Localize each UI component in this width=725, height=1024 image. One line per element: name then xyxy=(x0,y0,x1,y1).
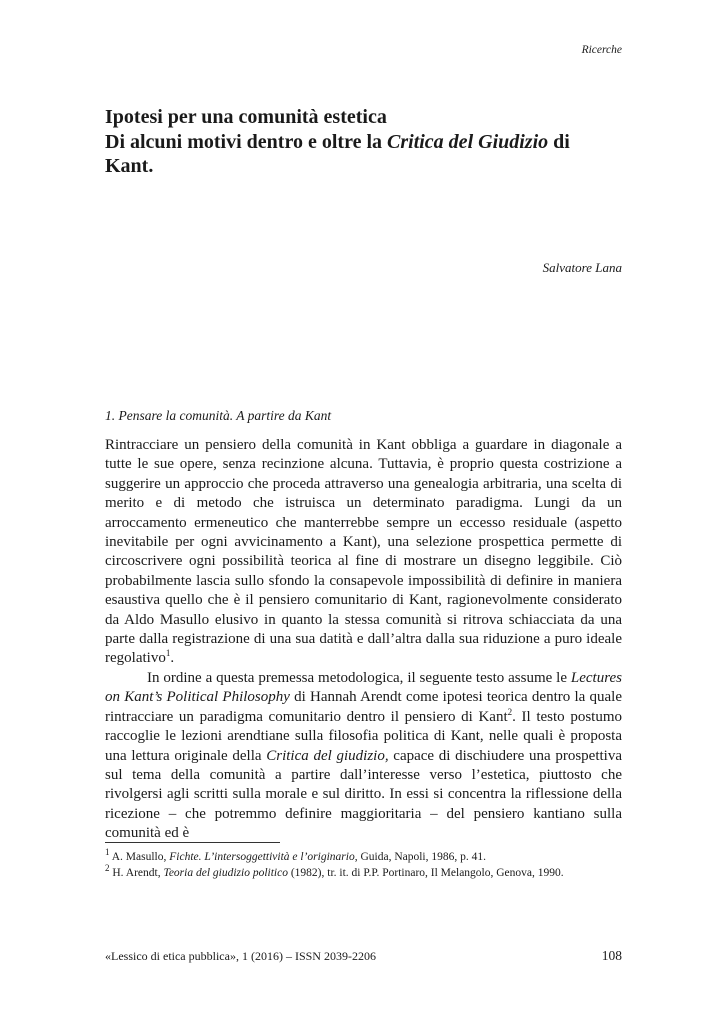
footnote-ref-2[interactable]: 2 xyxy=(507,706,513,717)
paragraph-2-italic-title-2: Critica del giudizio, xyxy=(266,747,389,764)
footnote-divider xyxy=(105,842,280,843)
footnote-2-pre: H. Arendt, xyxy=(109,867,164,879)
footnote-2 xyxy=(105,865,622,881)
footnote-ref-1[interactable]: 1 xyxy=(165,648,171,659)
title-work-name: Critica del Giudizio xyxy=(387,130,549,153)
footnote-mark-1: 1 xyxy=(105,847,110,858)
footnote-mark-2: 2 xyxy=(105,863,110,874)
title-line-2 xyxy=(105,130,625,155)
footnote-1 xyxy=(105,849,622,865)
footnote-1-pre: A. Masullo, xyxy=(109,851,170,863)
footnote-2-post: (1982), tr. it. di P.P. Portinaro, Il Melangolo, Genova, 1990. xyxy=(287,867,564,879)
title-line-2-prefix: Di alcuni motivi dentro e oltre la xyxy=(105,130,388,153)
running-head: Ricerche xyxy=(581,44,622,56)
paragraph-2 xyxy=(105,669,622,844)
title-line-1: Ipotesi per una comunità estetica xyxy=(105,106,387,128)
footnote-1-title: Fichte. L’intersoggettività e l’originario xyxy=(169,851,355,863)
paragraph-2-part-3: . Il testo postumo raccoglie le lezioni arendtiane sulla filosofia politica di Kant, nelle quali è proposta una lettura originale della xyxy=(105,708,622,764)
author-name: Salvatore Lana xyxy=(542,260,622,275)
article-title xyxy=(105,105,625,179)
paragraph-2-part-1: In ordine a questa premessa metodologica, il seguente testo assume le xyxy=(147,669,571,686)
title-line-2-suffix: di xyxy=(548,130,570,153)
paragraph-1-end: . xyxy=(170,650,175,667)
footnotes xyxy=(105,849,622,881)
page-number: 108 xyxy=(601,948,622,963)
paragraph-2-part-4: capace di dischiudere una prospettiva sul tema della comunità a partire dall’interesse verso l’estetica, piuttosto che rivolgersi agli scritti sulla morale e sul diritto. In essi si concentra la riflessione della ricezione – che potremmo definire maggioritaria – del pensiero kantiano sulla comunità ed è xyxy=(105,747,622,842)
section-heading: 1. Pensare la comunità. A partire da Kant xyxy=(105,408,332,423)
title-line-3: Kant. xyxy=(105,155,154,177)
paragraph-2-italic-title-1: Lectures on Kant’s Political Philosophy xyxy=(105,669,622,706)
footnote-2-title: Teoria del giudizio politico xyxy=(163,867,288,879)
journal-citation: «Lessico di etica pubblica», 1 (2016) – ISSN 2039-2206 xyxy=(105,949,376,963)
footnote-1-post: , Guida, Napoli, 1986, p. 41. xyxy=(354,851,486,863)
paragraph-1 xyxy=(105,436,622,669)
paragraph-2-part-2: di Hannah Arendt come ipotesi teorica dentro la quale rintracciare un paradigma comunitario dentro il pensiero di Kant xyxy=(105,689,622,725)
body-text xyxy=(105,436,622,844)
paragraph-1-text: Rintracciare un pensiero della comunità in Kant obbliga a guardare in diagonale a tutte le sue opere, senza recinzione alcuna. Tuttavia, è proprio questa costrizione a suggerire un approccio che proceda attraverso una genealogia arbitraria, una scelta di merito e di metodo che istruisca un determinato paradigma. Lungi da un arroccamento ermeneutico che manterrebbe sempre un eccesso residuale (aspetto inevitabile per ogni avvicinamento a Kant), una selezione prospettica permette di circoscrivere ogni possibilità teorica al fine di mostrare un disegno leggibile. Ciò probabilmente lascia sullo sfondo la consapevole impossibilità di definire in maniera esaustiva quello che è il pensiero comunitario di Kant, ragionevolmente considerato da Aldo Masullo elusivo in quanto la stessa comunità si ritrova schiacciata da una parte dalla registrazione di una sua datità e dall’altra dalla sua riduzione a puro ideale regolativo xyxy=(105,437,622,667)
